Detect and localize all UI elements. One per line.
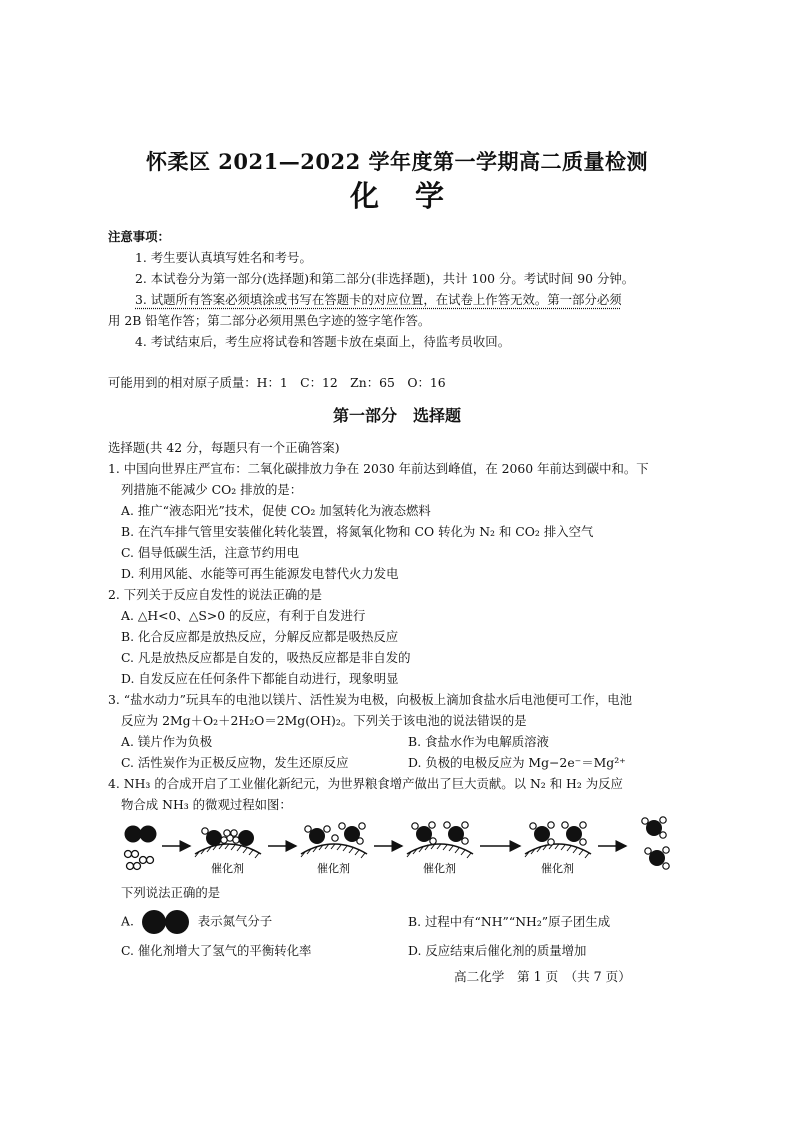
q3-option-c: C. 活性炭作为正极反应物，发生还原反应 [121,755,349,770]
hydrogen-atom [324,826,330,832]
hydrogen-atom [125,851,132,858]
hydrogen-atom [548,822,554,828]
q4-question: 下列说法正确的是 [121,885,221,900]
hydrogen-atom [462,822,468,828]
hydrogen-atom [548,839,554,845]
hydrogen-atom [663,847,669,853]
notice-item: 3. 试题所有答案必须填涂或书写在答题卡的对应位置，在试卷上作答无效。第一部分必须 [135,292,622,307]
hydrogen-atom [224,830,230,836]
q2-option-a: A. △H<0、△S>0 的反应，有利于自发进行 [121,608,366,623]
section-title: 第一部分 选择题 [332,406,461,425]
q1-option-d: D. 利用风能、水能等可再生能源发电替代火力发电 [121,566,399,581]
q4-stem: 物合成 NH₃ 的微观过程如图： [121,797,292,812]
stage-4-ammonia-formation [407,822,473,875]
stage-3-dissociation [301,823,367,875]
reaction-process-figure [110,814,690,882]
catalyst-hatch [525,844,589,858]
atomic-masses: 可能用到的相对原子质量：H：1 C：12 Zn：65 O：16 [108,375,446,390]
notice-item: 用 2B 铅笔作答；第二部分必须用黑色字迹的签字笔作答。 [108,313,431,328]
q1-option-c: C. 倡导低碳生活，注意节约用电 [121,545,299,560]
q1-option-a: A. 推广“液态阳光”技术，促使 CO₂ 加氢转化为液态燃料 [121,503,431,518]
stage-2-adsorption [195,828,261,875]
hydrogen-atom [530,823,536,829]
q2-option-c: C. 凡是放热反应都是自发的，吸热反应都是非自发的 [121,650,411,665]
q2-option-b: B. 化合反应都是放热反应，分解反应都是吸热反应 [121,629,399,644]
q4-option-c: C. 催化剂增大了氢气的平衡转化率 [121,943,312,958]
q1-stem: 1. 中国向世界庄严宣布：二氧化碳排放力争在 2030 年前达到峰值，在 2060 年前达到碳中和。下 [108,461,649,476]
hydrogen-atom [140,857,147,864]
notice-item: 2. 本试卷分为第一部分(选择题)和第二部分(非选择题)，共计 100 分。考试时间 90 分钟。 [135,271,635,286]
hydrogen-atom [645,848,651,854]
hydrogen-atom [202,828,208,834]
q1-stem: 列措施不能减少 CO₂ 排放的是： [121,482,303,497]
stage-5-ammonia-on-catalyst [525,822,591,875]
hydrogen-atom [332,835,338,841]
q4-option-a [121,909,272,935]
hydrogen-atom [339,823,345,829]
catalyst-hatch [301,844,365,858]
notice-item: 1. 考生要认真填写姓名和考号。 [135,250,312,265]
nitrogen-atom [125,826,142,843]
q3-option-a: A. 镁片作为负极 [121,734,213,749]
hydrogen-atom [580,839,586,845]
hydrogen-atom [132,851,139,858]
exam-title: 怀柔区 2021—2022 学年度第一学期高二质量检测 [145,149,648,174]
hydrogen-atom [562,822,568,828]
q1-option-b: B. 在汽车排气管里安装催化转化装置，将氮氧化物和 CO 转化为 N₂ 和 CO₂ 排入空气 [121,524,594,539]
q4-option-d: D. 反应结束后催化剂的质量增加 [408,943,587,958]
q4-stem: 4. NH₃ 的合成开启了工业催化新纪元，为世界粮食增产做出了巨大贡献。以 N₂ 和 H₂ 为反应 [108,776,623,791]
hydrogen-atom [429,822,435,828]
nitrogen-atom [566,826,582,842]
stage-6-products [642,817,669,869]
notice-heading: 注意事项： [108,229,170,244]
hydrogen-atom [444,822,450,828]
hydrogen-atom [233,837,239,843]
hydrogen-atom [663,863,669,869]
hydrogen-atom [357,838,363,844]
catalyst-label: 催化剂 [541,862,574,875]
q3-stem: 3. “盐水动力”玩具车的电池以镁片、活性炭为电极，向极板上滴加食盐水后电池便可工作，电池 [108,692,633,707]
hydrogen-atom [305,826,311,832]
q3-option-b: B. 食盐水作为电解质溶液 [408,734,549,749]
q3-stem: 反应为 2Mg＋O₂＋2H₂O＝2Mg(OH)₂。下列关于该电池的说法错误的是 [121,713,527,728]
hydrogen-atom [147,857,154,864]
hydrogen-atom [462,838,468,844]
q4-option-b: B. 过程中有“NH”“NH₂”原子团生成 [408,914,611,929]
q2-option-d: D. 自发反应在任何条件下都能自动进行，现象明显 [121,671,399,686]
hydrogen-atom [412,823,418,829]
subject-title: 化学 [349,179,480,213]
page-footer: 高二化学 第 1 页 （共 7 页） [454,969,631,984]
hydrogen-atom [127,863,134,870]
q2-stem: 2. 下列关于反应自发性的说法正确的是 [108,587,323,602]
hydrogen-atom [359,823,365,829]
notice-item: 4. 考试结束后，考生应将试卷和答题卡放在桌面上，待监考员收回。 [135,334,511,349]
stage-1-reactants [125,826,157,870]
catalyst-label: 催化剂 [211,862,244,875]
section-intro: 选择题(共 42 分，每题只有一个正确答案) [108,440,340,455]
catalyst-label: 催化剂 [423,862,456,875]
nitrogen-atom [534,826,550,842]
nitrogen-atom [140,826,157,843]
hydrogen-atom [134,863,141,870]
n2-molecule-symbol [140,909,192,935]
hydrogen-atom [430,838,436,844]
q3-option-d: D. 负极的电极反应为 Mg−2e⁻＝Mg²⁺ [408,755,626,770]
hydrogen-atom [660,832,666,838]
option-label: A. [121,913,134,929]
hydrogen-atom [642,818,648,824]
nitrogen-atom [238,830,254,846]
catalyst-hatch [195,844,259,858]
option-text: 表示氮气分子 [197,913,273,929]
catalyst-hatch [407,844,471,858]
hydrogen-atom [580,822,586,828]
hydrogen-atom [660,817,666,823]
catalyst-label: 催化剂 [317,862,350,875]
hydrogen-atom [231,830,237,836]
